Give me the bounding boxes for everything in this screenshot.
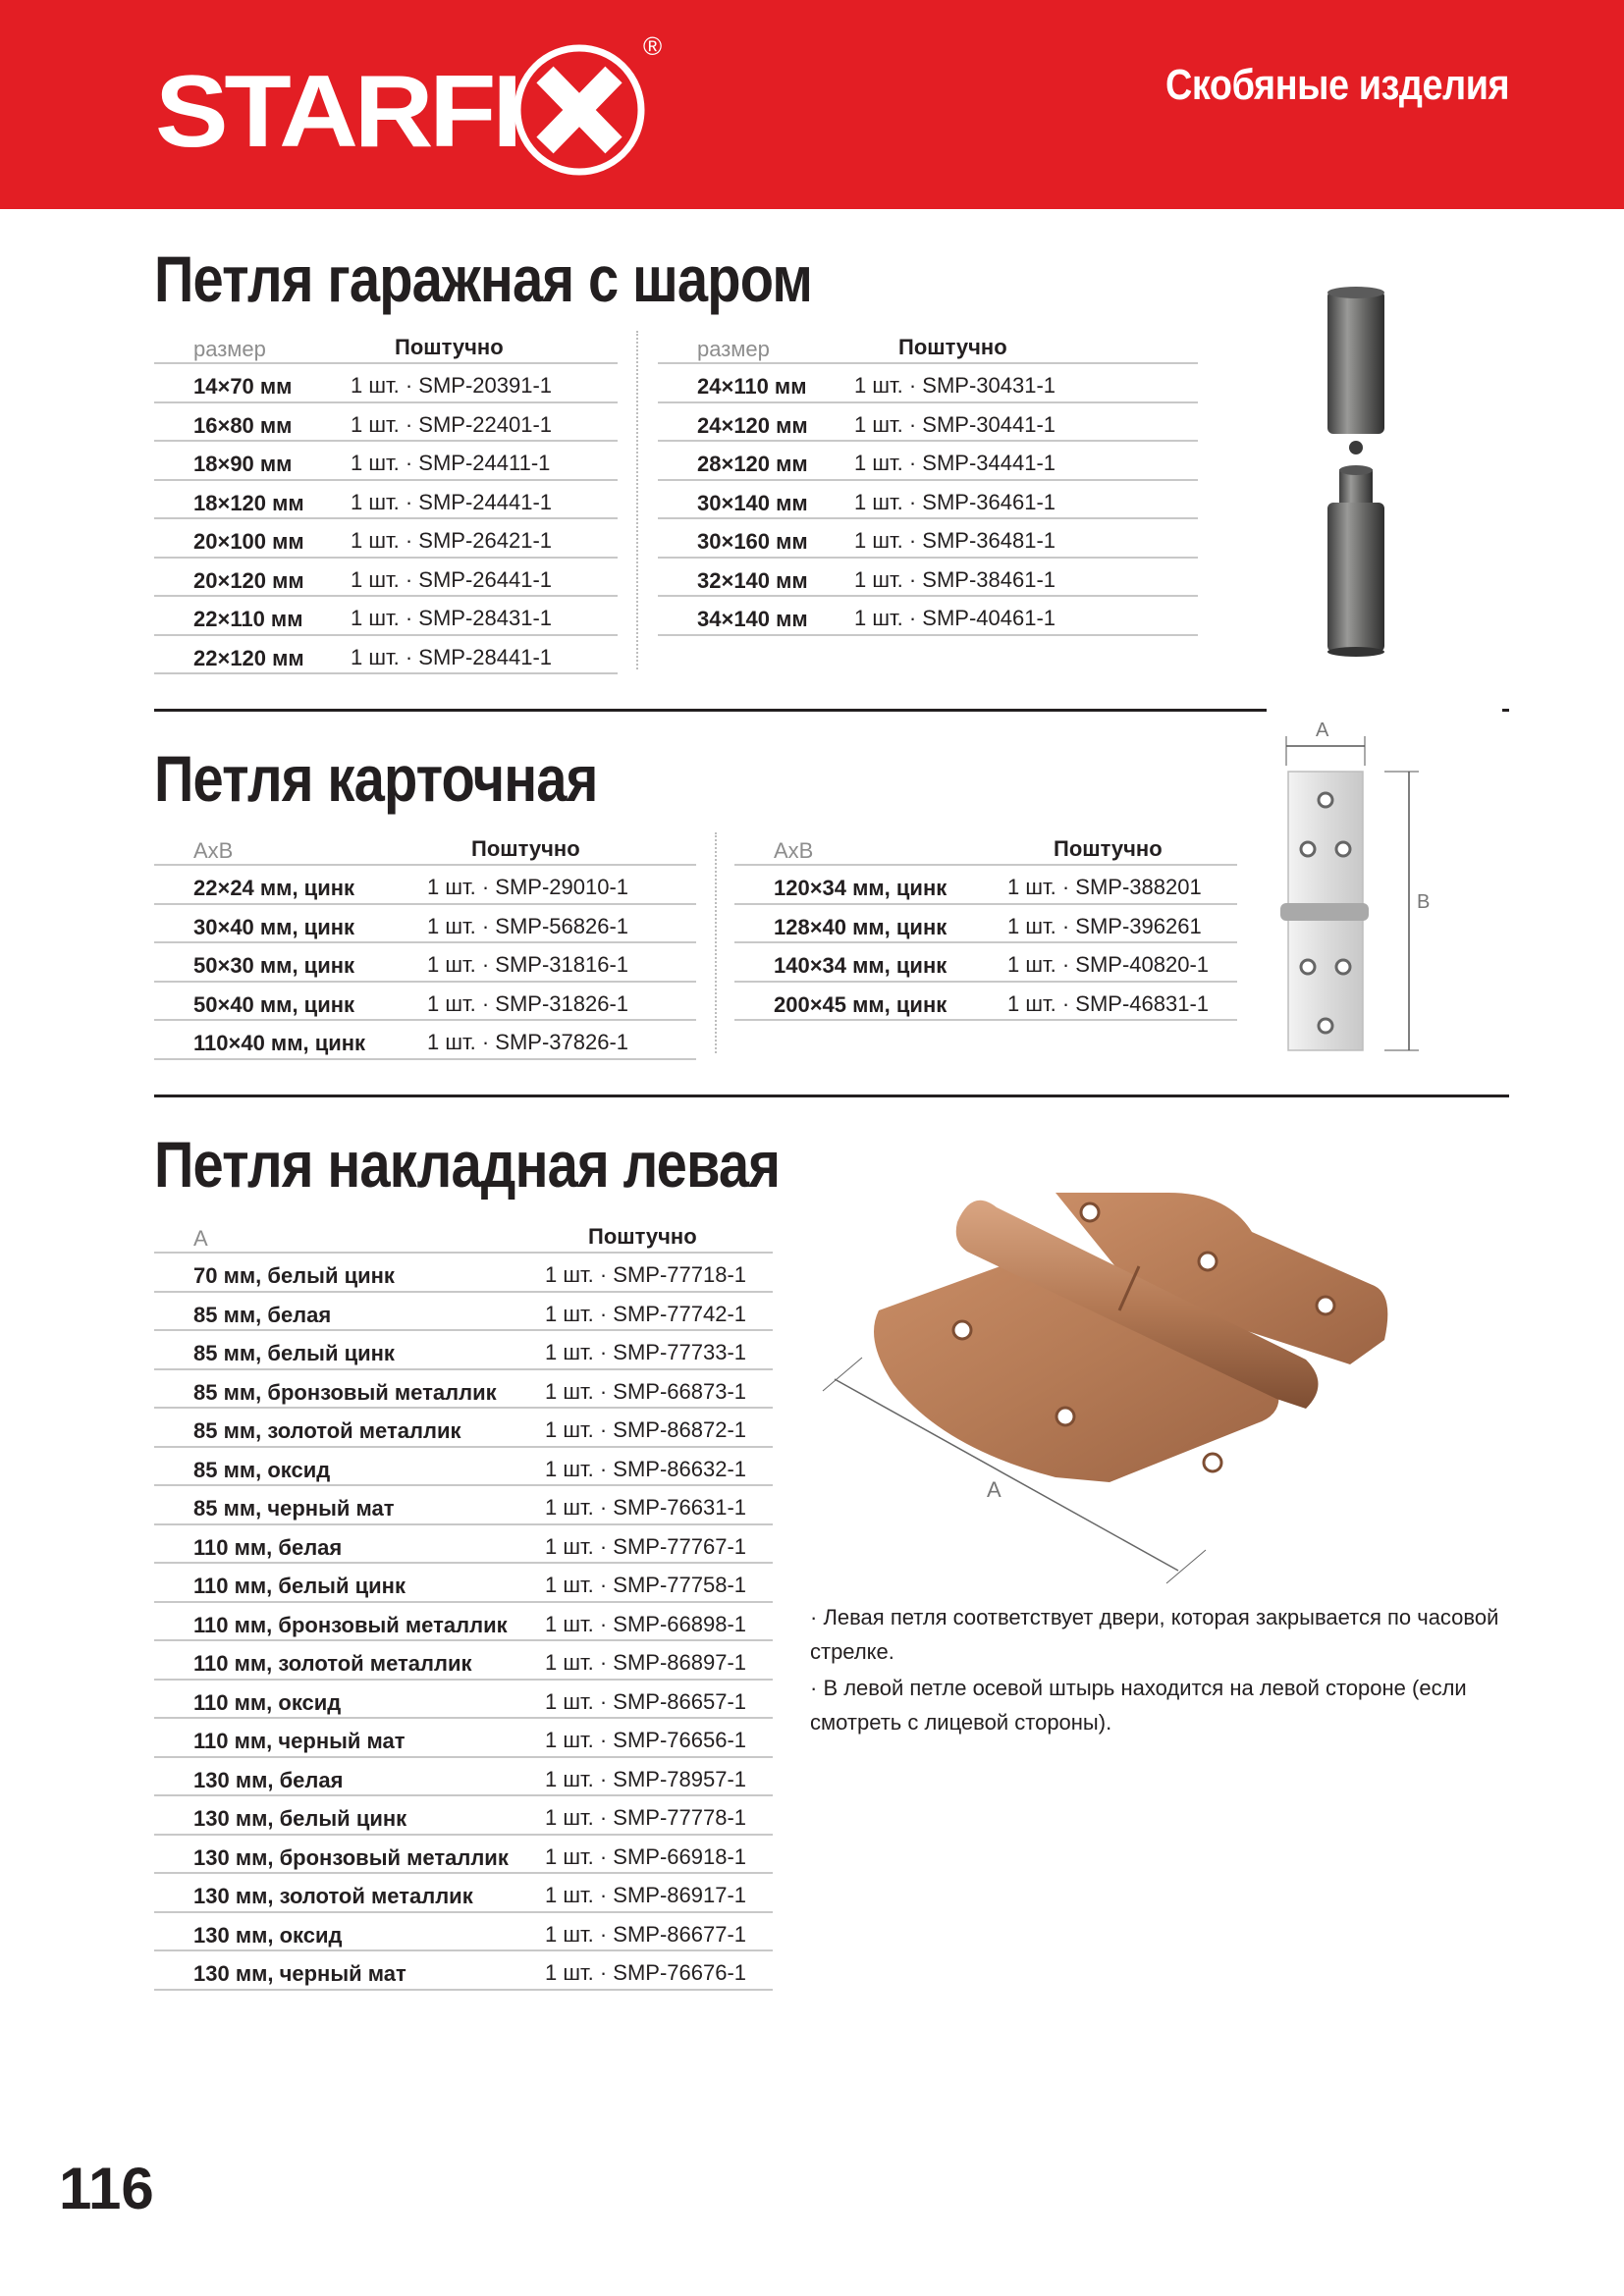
column-header-axb: AxB: [774, 838, 814, 863]
svg-text:®: ®: [643, 31, 663, 61]
item-cell: 1 шт. · SMP-46831-1: [1007, 990, 1210, 1016]
table-row: [154, 1758, 773, 1797]
size-cell: 18×120 мм: [193, 490, 304, 515]
size-cell: 130 мм, оксид: [193, 1922, 343, 1948]
item-cell: 1 шт. · SMP-76631-1: [545, 1495, 747, 1520]
svg-text:B: B: [1417, 891, 1431, 913]
item-cell: 1 шт. · SMP-34441-1: [854, 451, 1056, 475]
item-cell: 1 шт. · SMP-38461-1: [854, 566, 1056, 592]
table-header: [734, 832, 1237, 866]
table-row: [734, 983, 1237, 1022]
table-row: [154, 1021, 696, 1060]
note-pin-side: · В левой петле осевой штырь находится на левой стороне (если смотреть с лицевой стороны).: [810, 1676, 1467, 1735]
card-hinge-image: [1267, 707, 1502, 1060]
size-cell: 110 мм, белая: [193, 1534, 343, 1560]
item-cell: 1 шт. · SMP-77733-1: [545, 1340, 747, 1364]
table-row: [154, 1719, 773, 1758]
size-cell: 85 мм, бронзовый металлик: [193, 1379, 497, 1405]
item-cell: 1 шт. · SMP-20391-1: [351, 373, 553, 398]
table-row: [154, 983, 696, 1022]
size-cell: 50×40 мм, цинк: [193, 991, 355, 1017]
item-cell: 1 шт. · SMP-86677-1: [545, 1921, 747, 1947]
table-row: [154, 1603, 773, 1642]
table-row: [154, 1254, 773, 1293]
table-row: [658, 519, 1198, 559]
table-row: [658, 559, 1198, 598]
item-cell: 1 шт. · SMP-30441-1: [854, 411, 1056, 437]
item-cell: 1 шт. · SMP-30431-1: [854, 373, 1056, 398]
size-cell: 130 мм, золотой металлик: [193, 1884, 473, 1908]
size-cell: 30×160 мм: [697, 529, 808, 554]
size-cell: 110 мм, бронзовый металлик: [193, 1612, 508, 1637]
item-cell: 1 шт. · SMP-31816-1: [427, 952, 629, 977]
size-cell: 85 мм, черный мат: [193, 1496, 395, 1521]
size-cell: 22×24 мм, цинк: [193, 876, 355, 900]
table-row: [154, 905, 696, 944]
page-number: 116: [59, 2156, 154, 2221]
size-cell: 85 мм, оксид: [193, 1457, 331, 1482]
table-row: [154, 1796, 773, 1836]
table-row: [154, 1641, 773, 1681]
size-cell: 14×70 мм: [193, 374, 293, 399]
item-cell: 1 шт. · SMP-40461-1: [854, 606, 1056, 630]
item-cell: 1 шт. · SMP-78957-1: [545, 1766, 747, 1791]
size-cell: 110 мм, черный мат: [193, 1729, 406, 1753]
size-cell: 50×30 мм, цинк: [193, 953, 355, 978]
table-row: [154, 1874, 773, 1913]
item-cell: 1 шт. · SMP-37826-1: [427, 1030, 629, 1054]
size-cell: 22×110 мм: [193, 607, 303, 631]
size-cell: 130 мм, белый цинк: [193, 1806, 407, 1831]
item-cell: 1 шт. · SMP-36481-1: [854, 528, 1056, 553]
overlay-table: [154, 1220, 773, 1991]
size-cell: 130 мм, бронзовый металлик: [193, 1844, 509, 1870]
size-cell: 22×120 мм: [193, 645, 304, 670]
table-row: [658, 442, 1198, 481]
table-row: [154, 1836, 773, 1875]
item-cell: 1 шт. · SMP-77758-1: [545, 1573, 747, 1597]
item-cell: 1 шт. · SMP-24411-1: [351, 451, 551, 475]
item-cell: 1 шт. · SMP-24441-1: [351, 489, 553, 514]
table-row: [154, 559, 618, 598]
card-table-left: [154, 832, 696, 1060]
size-cell: 70 мм, белый цинк: [193, 1263, 395, 1288]
size-cell: 20×100 мм: [193, 529, 304, 554]
card-table-right: [734, 832, 1237, 1021]
column-header-piece: Поштучно: [395, 335, 504, 359]
item-cell: 1 шт. · SMP-28441-1: [351, 644, 553, 669]
size-cell: 24×110 мм: [697, 374, 807, 399]
table-row: [154, 364, 618, 403]
section-title-overlay-hinge: Петля накладная левая: [154, 1128, 781, 1201]
table-row: [154, 866, 696, 905]
size-cell: 85 мм, белый цинк: [193, 1341, 395, 1365]
table-row: [658, 364, 1198, 403]
column-header-piece: Поштучно: [588, 1224, 697, 1249]
svg-text:STARFI: STARFI: [155, 55, 518, 169]
header-bar: [0, 0, 1624, 209]
item-cell: 1 шт. · SMP-77742-1: [545, 1301, 747, 1326]
item-cell: 1 шт. · SMP-29010-1: [427, 875, 629, 899]
svg-text:A: A: [987, 1477, 1001, 1502]
size-cell: 18×90 мм: [193, 452, 293, 476]
item-cell: 1 шт. · SMP-22401-1: [351, 411, 553, 437]
item-cell: 1 шт. · SMP-66918-1: [545, 1843, 747, 1869]
table-row: [154, 403, 618, 443]
note-left-hinge-door: · Левая петля соответствует двери, которая закрывается по часовой стрелке.: [810, 1605, 1499, 1664]
table-row: [154, 943, 696, 983]
size-cell: 110×40 мм, цинк: [193, 1031, 366, 1055]
table-header: [154, 331, 618, 364]
size-cell: 140×34 мм, цинк: [774, 953, 947, 978]
size-cell: 30×140 мм: [697, 490, 808, 515]
table-row: [658, 597, 1198, 636]
size-cell: 32×140 мм: [697, 567, 808, 593]
table-row: [734, 905, 1237, 944]
column-header-piece: Поштучно: [898, 335, 1007, 359]
column-header-size: размер: [193, 337, 266, 361]
size-cell: 20×120 мм: [193, 567, 304, 593]
column-header-piece: Поштучно: [1054, 836, 1163, 861]
table-row: [154, 1331, 773, 1370]
item-cell: 1 шт. · SMP-76656-1: [545, 1728, 747, 1752]
item-cell: 1 шт. · SMP-86632-1: [545, 1456, 747, 1481]
section-divider: [154, 1095, 1509, 1097]
column-header-a: A: [193, 1226, 208, 1251]
section-title-garage-hinge: Петля гаражная с шаром: [154, 242, 813, 315]
table-row: [658, 481, 1198, 520]
garage-table-right: [658, 331, 1198, 636]
item-cell: 1 шт. · SMP-28431-1: [351, 606, 553, 630]
table-row: [154, 597, 618, 636]
item-cell: 1 шт. · SMP-86657-1: [545, 1688, 747, 1714]
table-row: [154, 1448, 773, 1487]
item-cell: 1 шт. · SMP-66898-1: [545, 1611, 747, 1636]
item-cell: 1 шт. · SMP-66873-1: [545, 1378, 747, 1404]
category-title: Скобяные изделия: [1164, 61, 1509, 109]
table-row: [154, 1951, 773, 1991]
item-cell: 1 шт. · SMP-396261: [1007, 913, 1202, 938]
table-row: [154, 1913, 773, 1952]
size-cell: 110 мм, оксид: [193, 1689, 342, 1715]
svg-text:A: A: [1316, 720, 1329, 741]
size-cell: 85 мм, золотой металлик: [193, 1418, 461, 1443]
table-row: [154, 1486, 773, 1525]
size-cell: 120×34 мм, цинк: [774, 876, 947, 900]
garage-table-left: [154, 331, 618, 674]
size-cell: 34×140 мм: [697, 607, 808, 631]
size-cell: 30×40 мм, цинк: [193, 914, 355, 939]
table-row: [734, 866, 1237, 905]
column-header-size: размер: [697, 337, 770, 361]
item-cell: 1 шт. · SMP-86872-1: [545, 1417, 747, 1442]
item-cell: 1 шт. · SMP-36461-1: [854, 489, 1056, 514]
size-cell: 130 мм, белая: [193, 1767, 344, 1792]
column-divider: [715, 832, 717, 1053]
size-cell: 130 мм, черный мат: [193, 1961, 406, 1986]
table-header: [154, 832, 696, 866]
item-cell: 1 шт. · SMP-26421-1: [351, 528, 553, 553]
size-cell: 110 мм, золотой металлик: [193, 1651, 472, 1676]
table-row: [154, 1293, 773, 1332]
section-title-card-hinge: Петля карточная: [154, 742, 598, 815]
item-cell: 1 шт. · SMP-388201: [1007, 875, 1202, 899]
overlay-hinge-image: [815, 1173, 1404, 1595]
item-cell: 1 шт. · SMP-26441-1: [351, 566, 553, 592]
table-row: [154, 1681, 773, 1720]
table-row: [154, 1409, 773, 1448]
item-cell: 1 шт. · SMP-77778-1: [545, 1805, 747, 1830]
item-cell: 1 шт. · SMP-86917-1: [545, 1883, 747, 1907]
size-cell: 85 мм, белая: [193, 1302, 332, 1327]
garage-hinge-image: [1296, 275, 1434, 667]
table-row: [154, 519, 618, 559]
table-row: [154, 1564, 773, 1603]
item-cell: 1 шт. · SMP-86897-1: [545, 1650, 747, 1675]
item-cell: 1 шт. · SMP-76676-1: [545, 1960, 747, 1985]
item-cell: 1 шт. · SMP-56826-1: [427, 913, 629, 938]
table-row: [154, 481, 618, 520]
column-header-piece: Поштучно: [471, 836, 580, 861]
table-header: [658, 331, 1198, 364]
table-row: [154, 1370, 773, 1410]
column-header-axb: AxB: [193, 838, 234, 863]
item-cell: 1 шт. · SMP-40820-1: [1007, 952, 1210, 977]
size-cell: 24×120 мм: [697, 412, 808, 438]
item-cell: 1 шт. · SMP-77718-1: [545, 1262, 747, 1287]
size-cell: 200×45 мм, цинк: [774, 991, 947, 1017]
table-row: [154, 1525, 773, 1565]
table-row: [658, 403, 1198, 443]
size-cell: 110 мм, белый цинк: [193, 1574, 406, 1598]
size-cell: 128×40 мм, цинк: [774, 914, 947, 939]
table-row: [154, 636, 618, 675]
item-cell: 1 шт. · SMP-77767-1: [545, 1533, 747, 1559]
size-cell: 28×120 мм: [697, 452, 808, 476]
item-cell: 1 шт. · SMP-31826-1: [427, 990, 629, 1016]
size-cell: 16×80 мм: [193, 412, 293, 438]
table-row: [734, 943, 1237, 983]
starfix-logo: [147, 24, 677, 190]
column-divider: [636, 331, 638, 669]
table-header: [154, 1220, 773, 1254]
table-row: [154, 442, 618, 481]
